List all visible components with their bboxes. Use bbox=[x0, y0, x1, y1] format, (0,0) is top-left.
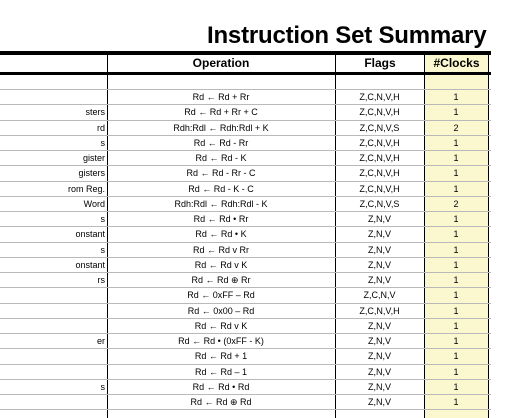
clocks-cell: 1 bbox=[453, 137, 459, 148]
table-row bbox=[0, 151, 491, 166]
flags-cell: Z,C,N,V,H bbox=[359, 137, 400, 148]
table-row bbox=[0, 90, 491, 105]
flags-cell: Z,N,V bbox=[367, 336, 391, 346]
flags-cell: Z,N,V bbox=[367, 229, 391, 240]
clocks-cell: 1 bbox=[453, 290, 459, 301]
table-row bbox=[0, 395, 491, 410]
clocks-cell: 1 bbox=[453, 92, 459, 102]
description-cell bbox=[0, 349, 105, 364]
clocks-cell: 1 bbox=[453, 107, 459, 118]
table-row bbox=[0, 243, 491, 258]
page-title: Instruction Set Summary bbox=[207, 22, 487, 49]
table-row bbox=[0, 258, 491, 273]
clocks-cell: 2 bbox=[453, 198, 459, 209]
table-row bbox=[0, 121, 491, 136]
operation-cell: Rd ← Rd ⊕ Rr bbox=[191, 275, 251, 285]
clocks-cell: 1 bbox=[453, 229, 459, 240]
clocks-cell: 2 bbox=[453, 122, 459, 133]
clocks-cell: 1 bbox=[453, 381, 459, 392]
clocks-cell: 1 bbox=[453, 275, 459, 285]
header-clocks: #Clocks bbox=[433, 56, 480, 70]
operation-cell: Rd ← Rd v Rr bbox=[192, 244, 249, 255]
operation-cell: Rd ← Rd ⊕ Rd bbox=[190, 397, 252, 407]
description-cell: onstant bbox=[75, 229, 105, 240]
operation-cell: Rd ← Rd – 1 bbox=[194, 366, 248, 377]
operation-cell: Rd ← 0x00 – Rd bbox=[187, 305, 255, 316]
table-row bbox=[0, 212, 491, 227]
operation-cell: Rd ← Rd v K bbox=[194, 259, 248, 270]
description-cell bbox=[0, 90, 105, 105]
clocks-cell: 1 bbox=[453, 183, 459, 194]
table-row bbox=[0, 166, 491, 181]
description-cell: Word bbox=[83, 198, 105, 209]
description-cell bbox=[0, 319, 105, 334]
operation-cell: Rdh:Rdl ← Rdh:Rdl - K bbox=[174, 198, 268, 209]
clocks-cell: 1 bbox=[453, 305, 459, 316]
description-cell: gisters bbox=[78, 168, 105, 179]
description-cell: rom Reg. bbox=[67, 183, 105, 194]
description-cell: rd bbox=[96, 122, 105, 133]
flags-cell: Z,C,N,V,S bbox=[359, 198, 400, 209]
table-row bbox=[0, 304, 491, 319]
operation-cell: Rd ← Rd - Rr - C bbox=[186, 168, 256, 179]
description-cell: sters bbox=[85, 107, 105, 118]
instruction-table bbox=[0, 90, 491, 410]
operation-cell: Rd ← Rd v K bbox=[194, 320, 248, 331]
flags-cell: Z,N,V bbox=[367, 397, 391, 407]
clocks-cell: 1 bbox=[453, 259, 459, 270]
clocks-cell: 1 bbox=[453, 168, 459, 179]
operation-cell: Rd ← Rd + Rr + C bbox=[184, 107, 258, 118]
flags-cell: Z,C,N,V bbox=[363, 290, 396, 301]
table-row bbox=[0, 380, 491, 395]
table-row bbox=[0, 365, 491, 380]
operation-cell: Rd ← Rd + 1 bbox=[194, 351, 248, 362]
table-row bbox=[0, 182, 491, 197]
clocks-cell: 1 bbox=[453, 244, 459, 255]
description-cell bbox=[0, 365, 105, 380]
operation-cell: Rd ← Rd • Rr bbox=[193, 214, 249, 224]
flags-cell: Z,C,N,V,S bbox=[359, 122, 400, 133]
table-row bbox=[0, 319, 491, 334]
table-row bbox=[0, 334, 491, 349]
table-row bbox=[0, 227, 491, 242]
operation-cell: Rd ← Rd + Rr bbox=[192, 92, 250, 102]
flags-cell: Z,N,V bbox=[367, 320, 391, 331]
clocks-cell: 1 bbox=[453, 214, 459, 224]
flags-cell: Z,N,V bbox=[367, 259, 391, 270]
flags-cell: Z,N,V bbox=[367, 366, 391, 377]
table-row bbox=[0, 273, 491, 288]
table-row bbox=[0, 349, 491, 364]
description-cell: s bbox=[100, 137, 105, 148]
flags-cell: Z,N,V bbox=[367, 275, 391, 285]
operation-cell: Rd ← Rd • (0xFF - K) bbox=[178, 336, 264, 346]
flags-cell: Z,N,V bbox=[367, 244, 391, 255]
clocks-cell: 1 bbox=[453, 397, 459, 407]
description-cell: s bbox=[100, 381, 105, 392]
header-flags: Flags bbox=[364, 56, 396, 70]
description-cell: s bbox=[100, 214, 105, 224]
operation-cell: Rd ← Rd • Rd bbox=[192, 381, 250, 392]
clocks-cell: 1 bbox=[453, 153, 459, 163]
flags-cell: Z,C,N,V,H bbox=[359, 183, 400, 194]
description-cell: gister bbox=[82, 153, 105, 163]
flags-cell: Z,C,N,V,H bbox=[359, 153, 400, 163]
table-row bbox=[0, 105, 491, 120]
description-cell: er bbox=[96, 336, 105, 346]
clocks-cell: 1 bbox=[453, 336, 459, 346]
clocks-cell: 1 bbox=[453, 351, 459, 362]
table-row bbox=[0, 136, 491, 151]
operation-cell: Rd ← Rd - K - C bbox=[188, 183, 254, 194]
header-operation: Operation bbox=[192, 56, 250, 70]
table-row bbox=[0, 197, 491, 212]
header-rule bbox=[0, 72, 491, 75]
operation-cell: Rdh:Rdl ← Rdh:Rdl + K bbox=[173, 122, 269, 133]
description-cell bbox=[0, 395, 105, 410]
description-cell: rs bbox=[97, 275, 105, 285]
flags-cell: Z,C,N,V,H bbox=[359, 92, 400, 102]
clocks-cell: 1 bbox=[453, 366, 459, 377]
operation-cell: Rd ← Rd - Rr bbox=[193, 137, 249, 148]
operation-cell: Rd ← 0xFF – Rd bbox=[187, 290, 255, 301]
flags-cell: Z,C,N,V,H bbox=[359, 107, 400, 118]
flags-cell: Z,N,V bbox=[367, 214, 391, 224]
description-cell: s bbox=[100, 244, 105, 255]
flags-cell: Z,N,V bbox=[367, 351, 391, 362]
operation-cell: Rd ← Rd • K bbox=[195, 229, 247, 240]
operation-cell: Rd ← Rd - K bbox=[195, 153, 247, 163]
flags-cell: Z,C,N,V,H bbox=[359, 168, 400, 179]
table-row bbox=[0, 288, 491, 303]
description-cell: onstant bbox=[75, 259, 105, 270]
flags-cell: Z,C,N,V,H bbox=[359, 305, 400, 316]
description-cell bbox=[0, 304, 105, 319]
flags-cell: Z,N,V bbox=[367, 381, 391, 392]
clocks-cell: 1 bbox=[453, 320, 459, 331]
description-cell bbox=[0, 288, 105, 303]
